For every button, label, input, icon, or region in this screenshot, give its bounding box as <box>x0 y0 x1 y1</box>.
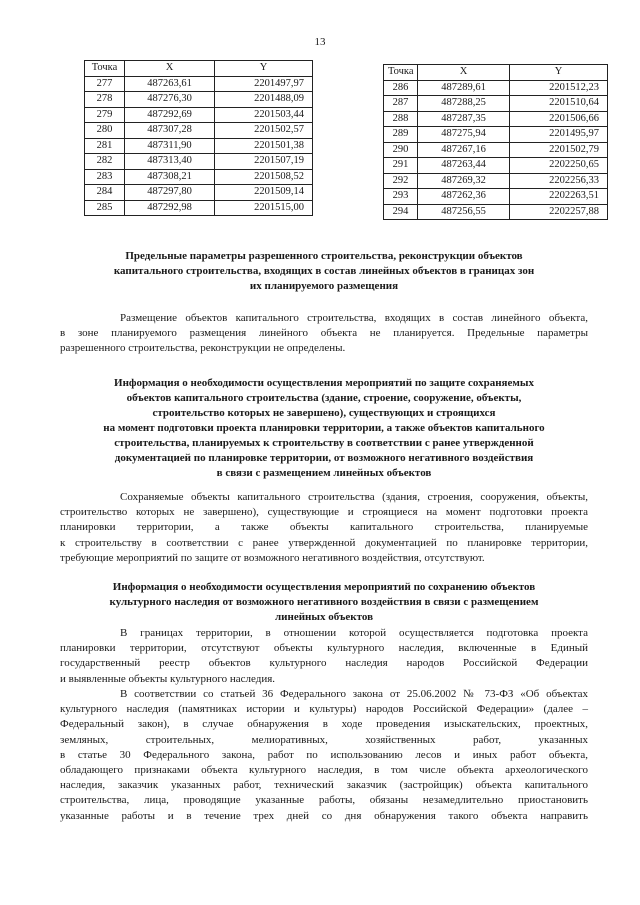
header-x: X <box>418 65 510 81</box>
table-row <box>85 185 313 201</box>
y-cell: 2201488,09 <box>215 92 313 108</box>
paragraph-line: обладающего признаками объекта культурного наследия, в том числе объекта археологического <box>60 764 588 777</box>
table-row <box>85 138 313 154</box>
header-x: X <box>125 61 215 77</box>
table-row <box>384 204 608 220</box>
paragraph-line: наследия, заказчик указанных работ, технический заказчик (застройщик) объекта капитального <box>60 779 588 792</box>
heading-line: Информация о необходимости осуществления мероприятий по сохранению объектов <box>112 581 536 593</box>
y-cell: 2202263,51 <box>510 189 608 205</box>
heading-line: строительство которых не завершено), существующих и строящихся <box>152 407 496 419</box>
x-cell: 487313,40 <box>125 154 215 170</box>
point-cell: 285 <box>85 200 125 216</box>
y-cell: 2201501,38 <box>215 138 313 154</box>
page-number: 13 <box>314 36 326 48</box>
x-cell: 487269,32 <box>418 173 510 189</box>
paragraph-line: в статье 30 Федерального закона, работ по использованию лесов и иных работ объекта, <box>60 748 588 761</box>
y-cell: 2201509,14 <box>215 185 313 201</box>
table-row <box>384 111 608 127</box>
x-cell: 487276,30 <box>125 92 215 108</box>
paragraph-line: планировки территории, а также объекты капитального строительства, планируемые <box>60 521 588 534</box>
section3-heading <box>60 580 588 625</box>
point-cell: 292 <box>384 173 418 189</box>
paragraph-line: Федеральный закон), в случае обнаружения в ходе проведения изыскательских, проектных, <box>60 718 588 731</box>
x-cell: 487262,36 <box>418 189 510 205</box>
section3-paragraph-1 <box>60 626 588 687</box>
section2-paragraph <box>60 490 588 566</box>
table-row <box>85 76 313 92</box>
table-row <box>384 127 608 143</box>
paragraph-line: требующие мероприятий по защите от возможного негативного воздействия, отсутствуют. <box>60 551 485 564</box>
table-row <box>85 92 313 108</box>
paragraph-line: в зоне планируемого размещения линейного объекта не планируется. Предельные параметры <box>60 327 588 340</box>
table-row <box>384 96 608 112</box>
paragraph-line: земляных, строительных, мелиоративных, хозяйственных работ, указанных <box>60 733 588 746</box>
paragraph-line: разрешенного строительства, реконструкции не определены. <box>60 342 346 355</box>
section2-heading <box>60 376 588 481</box>
x-cell: 487292,98 <box>125 200 215 216</box>
paragraph-line: Сохраняемые объекты капитального строительства (здания, строения, сооружения, объекты, <box>120 491 588 503</box>
point-cell: 280 <box>85 123 125 139</box>
y-cell: 2201502,57 <box>215 123 313 139</box>
point-cell: 290 <box>384 142 418 158</box>
table-row <box>85 123 313 139</box>
x-cell: 487288,25 <box>418 96 510 112</box>
paragraph-line: к строительству в соответствии с ранее утвержденной документацией по планировке территории, <box>60 536 588 549</box>
point-cell: 287 <box>384 96 418 112</box>
y-cell: 2201502,79 <box>510 142 608 158</box>
heading-line: строительства, планируемых к строительству в соответствии с ранее утвержденной <box>114 437 534 449</box>
paragraph-line: В соответствии со статьей 36 Федерального закона от 25.06.2002 № 73-ФЗ «Об объектах <box>120 688 588 700</box>
y-cell: 2201510,64 <box>510 96 608 112</box>
heading-line: линейных объектов <box>274 611 374 623</box>
coordinates-table-right <box>383 64 608 220</box>
header-y: Y <box>510 65 608 81</box>
table-header-row <box>85 61 313 77</box>
paragraph-line: Размещение объектов капитального строительства, входящих в состав линейного объекта, <box>120 312 588 324</box>
paragraph-line: строительство которых не завершено), существующие и строящиеся на момент подготовки проекта <box>60 506 588 519</box>
section1-paragraph <box>60 311 588 357</box>
y-cell: 2201497,97 <box>215 76 313 92</box>
y-cell: 2201506,66 <box>510 111 608 127</box>
x-cell: 487297,80 <box>125 185 215 201</box>
point-cell: 279 <box>85 107 125 123</box>
table-row <box>384 189 608 205</box>
table-row <box>85 107 313 123</box>
heading-line: культурного наследия от возможного негативного воздействия в связи с размещением <box>109 596 539 608</box>
table-row <box>384 142 608 158</box>
header-point: Точка <box>85 61 125 77</box>
point-cell: 284 <box>85 185 125 201</box>
table-row <box>85 200 313 216</box>
paragraph-line: и выявленные объекты культурного наследия. <box>60 672 276 685</box>
x-cell: 487311,90 <box>125 138 215 154</box>
point-cell: 277 <box>85 76 125 92</box>
x-cell: 487289,61 <box>418 80 510 96</box>
section3-paragraph-2 <box>60 687 588 824</box>
y-cell: 2201503,44 <box>215 107 313 123</box>
x-cell: 487263,44 <box>418 158 510 174</box>
table-row <box>85 154 313 170</box>
x-cell: 487307,28 <box>125 123 215 139</box>
paragraph-line: строительства, лица, проводящие указанные работы, обязаны незамедлительно приостановить <box>60 794 588 807</box>
coordinates-table-left <box>84 60 313 216</box>
x-cell: 487263,61 <box>125 76 215 92</box>
header-y: Y <box>215 61 313 77</box>
paragraph-line: В границах территории, в отношении которой осуществляется подготовка проекта <box>120 627 588 639</box>
heading-line: в связи с размещением линейных объектов <box>216 467 432 479</box>
point-cell: 291 <box>384 158 418 174</box>
point-cell: 286 <box>384 80 418 96</box>
point-cell: 288 <box>384 111 418 127</box>
table-row <box>384 80 608 96</box>
point-cell: 294 <box>384 204 418 220</box>
point-cell: 278 <box>85 92 125 108</box>
heading-line: капитального строительства, входящих в состав линейных объектов в границах зон <box>113 265 535 277</box>
y-cell: 2201515,00 <box>215 200 313 216</box>
point-cell: 283 <box>85 169 125 185</box>
table-row <box>384 158 608 174</box>
y-cell: 2201507,19 <box>215 154 313 170</box>
point-cell: 293 <box>384 189 418 205</box>
paragraph-line: государственный реестр объектов культурного наследия народов Российской Федерации <box>60 657 588 670</box>
x-cell: 487267,16 <box>418 142 510 158</box>
heading-line: Предельные параметры разрешенного строительства, реконструкции объектов <box>125 250 523 262</box>
x-cell: 487275,94 <box>418 127 510 143</box>
x-cell: 487292,69 <box>125 107 215 123</box>
heading-line: на момент подготовки проекта планировки территории, а также объектов капитального <box>103 422 545 434</box>
paragraph-line: указанные работы и в течение трех дней со дня обнаружения такого объекта направить <box>60 809 588 822</box>
heading-line: документацией по планировке территории, от возможного негативного воздействия <box>114 452 534 464</box>
header-point: Точка <box>384 65 418 81</box>
paragraph-line: планировки территории, отсутствуют объекты культурного наследия, включенные в Единый <box>60 642 588 655</box>
y-cell: 2202250,65 <box>510 158 608 174</box>
x-cell: 487256,55 <box>418 204 510 220</box>
y-cell: 2202256,33 <box>510 173 608 189</box>
point-cell: 289 <box>384 127 418 143</box>
y-cell: 2202257,88 <box>510 204 608 220</box>
paragraph-line: культурного наследия (памятниках истории и культуры) народов Российской Федерации» (далее – <box>60 703 588 716</box>
point-cell: 282 <box>85 154 125 170</box>
heading-line: объектов капитального строительства (здание, строение, сооружение, объекты, <box>126 392 522 404</box>
heading-line: их планируемого размещения <box>249 280 399 292</box>
section1-heading <box>60 249 588 294</box>
x-cell: 487308,21 <box>125 169 215 185</box>
y-cell: 2201512,23 <box>510 80 608 96</box>
table-header-row <box>384 65 608 81</box>
table-row <box>85 169 313 185</box>
table-row <box>384 173 608 189</box>
point-cell: 281 <box>85 138 125 154</box>
y-cell: 2201495,97 <box>510 127 608 143</box>
heading-line: Информация о необходимости осуществления мероприятий по защите сохраняемых <box>114 377 534 389</box>
y-cell: 2201508,52 <box>215 169 313 185</box>
x-cell: 487287,35 <box>418 111 510 127</box>
